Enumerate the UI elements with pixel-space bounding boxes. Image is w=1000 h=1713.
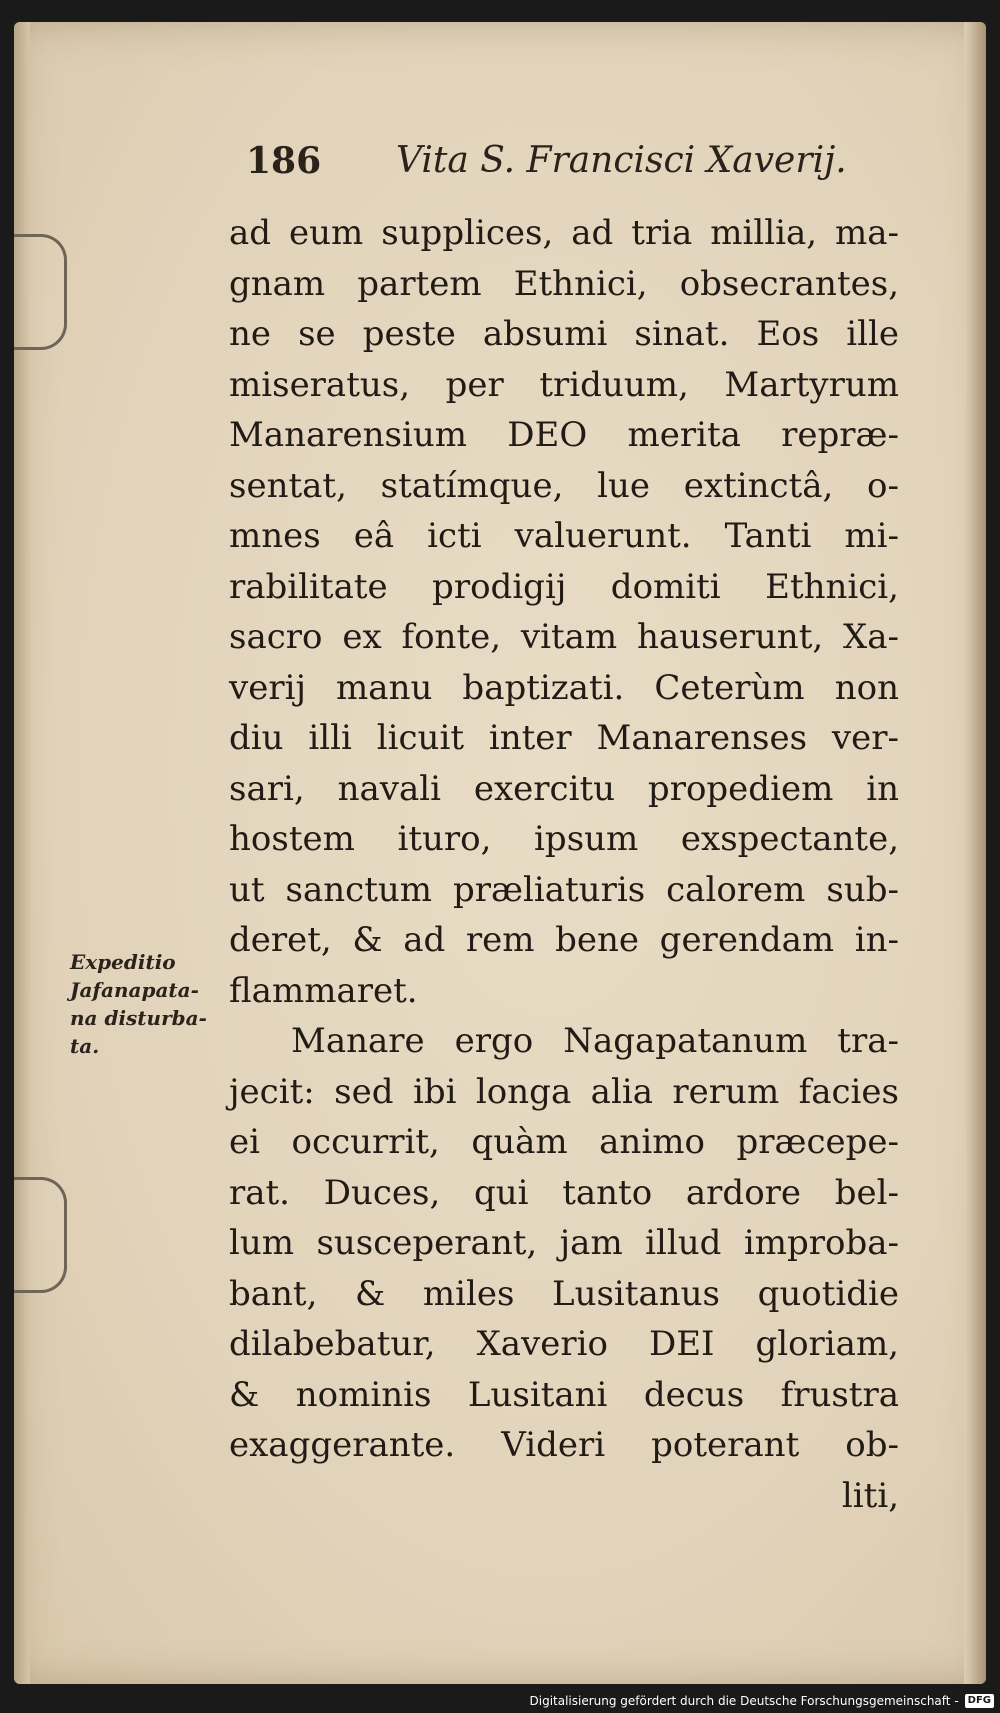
text-line: miseratus, per triduum, Martyrum <box>229 364 899 405</box>
text-line: ut sanctum præliaturis calorem sub- <box>229 869 899 910</box>
text-line: sentat, statímque, lue extinctâ, o- <box>229 465 899 506</box>
text-line: exaggerante. Videri poterant ob- <box>229 1425 899 1465</box>
text-line: gnam partem Ethnici, obsecrantes, <box>229 263 899 304</box>
text-line: mnes eâ icti valuerunt. Tanti mi- <box>229 516 899 556</box>
text-line: deret, & ad rem bene gerendam in- <box>229 920 899 960</box>
marginal-line: ta. <box>70 1034 100 1058</box>
marginal-line: Jafanapata- <box>70 978 199 1002</box>
marginal-line: Expeditio <box>70 950 176 974</box>
digitization-credit <box>530 1692 995 1710</box>
text-line: ei occurrit, quàm animo præcepe- <box>229 1122 899 1162</box>
text-line: sacro ex fonte, vitam hauserunt, Xa- <box>229 617 899 657</box>
text-line: hostem ituro, ipsum exspectante, <box>229 819 899 859</box>
text-line: rabilitate prodigij domiti Ethnici, <box>229 566 899 607</box>
text-line: dilabebatur, Xaverio DEI gloriam, <box>229 1324 899 1364</box>
text-line: bant, & miles Lusitanus quotidie <box>229 1273 899 1314</box>
text-line: diu illi licuit inter Manarenses ver- <box>229 718 899 758</box>
book-page <box>14 22 986 1684</box>
text-line: sari, navali exercitu propediem in <box>229 768 899 809</box>
text-line: liti, <box>841 1475 899 1516</box>
text-line: flammaret. <box>229 970 418 1011</box>
page-edge-right <box>964 22 986 1684</box>
running-header <box>246 140 866 192</box>
text-line: ne se peste absumi sinat. Eos ille <box>229 314 899 354</box>
text-line: jecit: sed ibi longa alia rerum facies <box>229 1071 899 1112</box>
dfg-logo: DFG <box>965 1694 994 1708</box>
running-title: Vita S. Francisci Xaverij. <box>396 140 847 181</box>
page-clip-bottom <box>14 1177 67 1293</box>
body-text <box>229 208 899 1521</box>
text-line: lum susceperant, jam illud improba- <box>229 1223 899 1263</box>
marginal-line: na disturba- <box>70 1006 207 1030</box>
page-number: 186 <box>246 140 322 182</box>
text-line: ad eum supplices, ad tria millia, ma- <box>229 213 899 253</box>
text-line: verij manu baptizati. Ceterùm non <box>229 667 899 708</box>
text-line: Manare ergo Nagapatanum tra- <box>291 1021 899 1061</box>
marginal-note <box>70 948 220 1060</box>
text-line: rat. Duces, qui tanto ardore bel- <box>229 1172 899 1213</box>
credit-text: Digitalisierung gefördert durch die Deutsche Forschungsgemeinschaft - <box>529 1694 959 1708</box>
text-line: & nominis Lusitani decus frustra <box>229 1374 899 1415</box>
text-line: Manarensium DEO merita repræ- <box>229 415 899 455</box>
page-clip-top <box>14 234 67 350</box>
